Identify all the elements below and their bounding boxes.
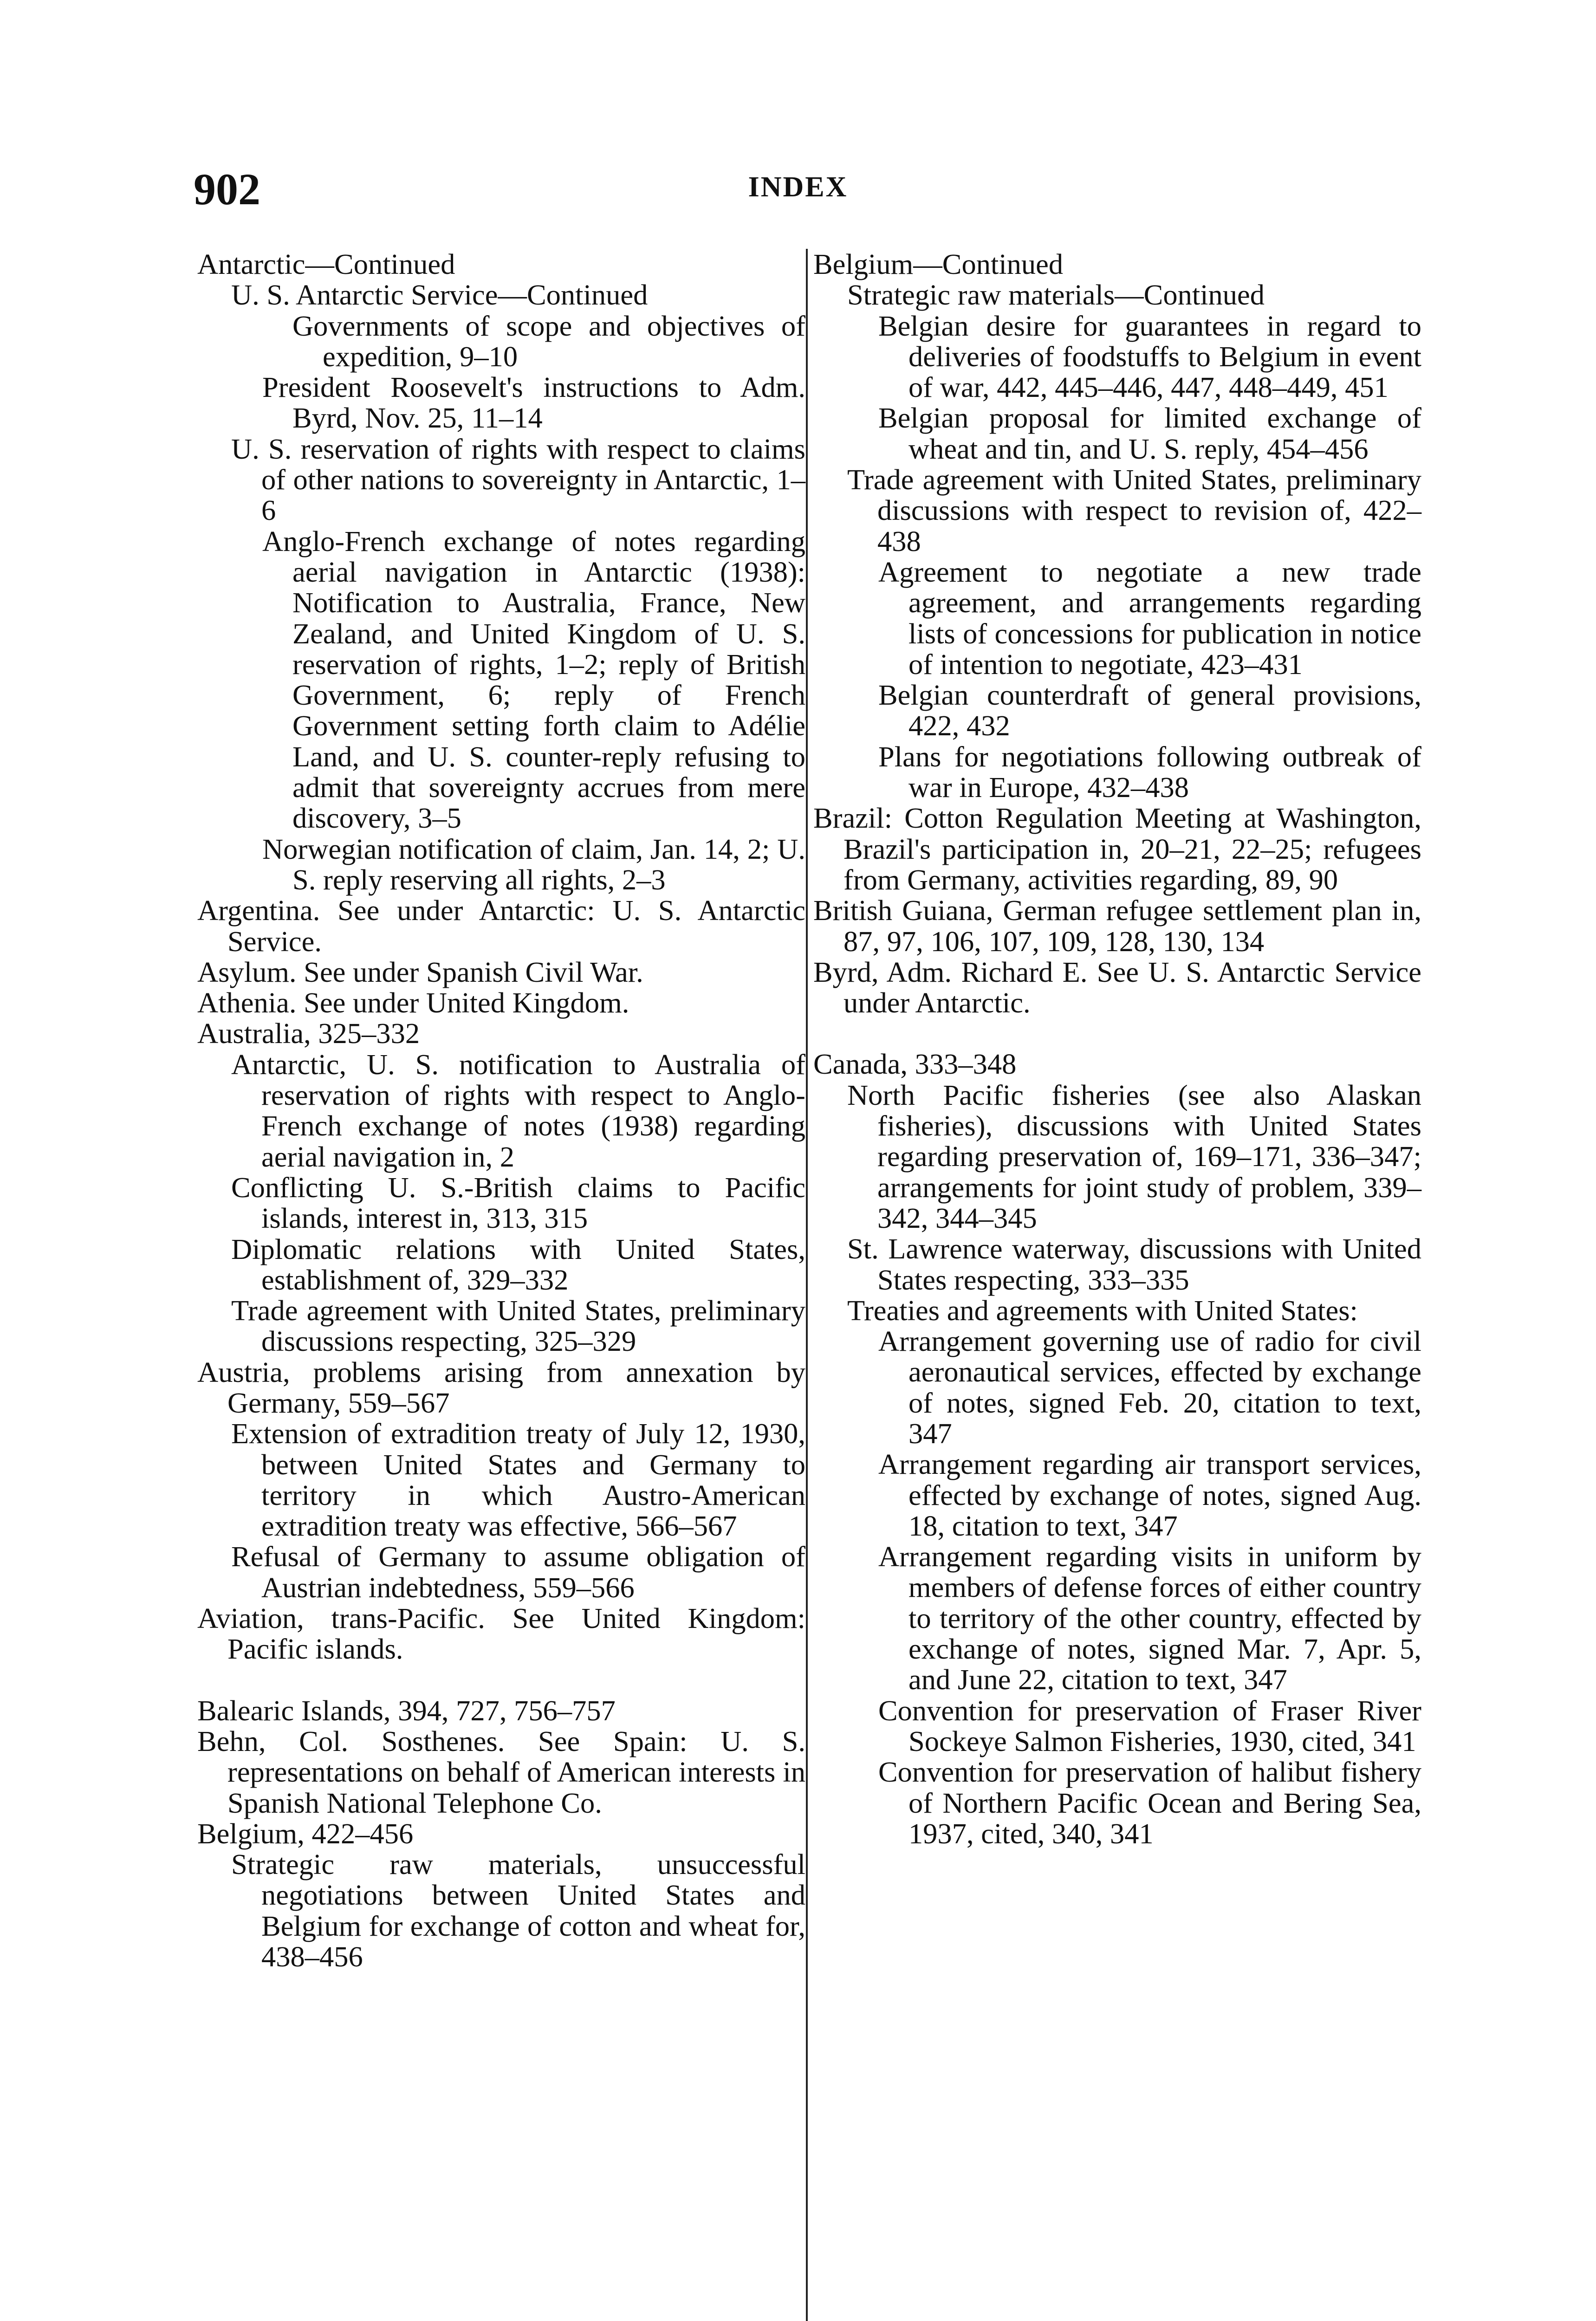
- index-entry: Governments of scope and objectives of expedition, 9–10: [292, 309, 805, 373]
- index-entry: Strategic raw materials, unsuccessful negotiations between United States and Belgium for exchange of cotton and wheat for, 438–456: [231, 1848, 805, 1973]
- index-entry: Athenia. See under United Kingdom.: [197, 986, 629, 1019]
- index-entry: Agreement to negotiate a new trade agreement, and arrangements regarding lists of concessions for publication in notice of intention to negotiate, 423–431: [878, 555, 1421, 681]
- index-entry: Treaties and agreements with United States:: [847, 1294, 1358, 1327]
- index-entry: North Pacific fisheries (see also Alaskan fisheries), discussions with United States regarding preservation of, 169–171, 336–347; arrangements for joint study of problem, 339–342, 344–345: [847, 1078, 1421, 1234]
- index-entry: Belgian proposal for limited exchange of wheat and tin, and U. S. reply, 454–456: [878, 402, 1421, 465]
- index-entry: Argentina. See under Antarctic: U. S. Antarctic Service.: [197, 894, 805, 958]
- index-entry: Austria, problems arising from annexation by Germany, 559–567: [197, 1355, 805, 1419]
- running-title: INDEX: [748, 171, 848, 203]
- index-entry: Antarctic—Continued: [197, 248, 455, 280]
- index-entry: Plans for negotiations following outbreak of war in Europe, 432–438: [878, 740, 1421, 804]
- index-entry: Behn, Col. Sosthenes. See Spain: U. S. representations on behalf of American interests in Spanish National Telephone Co.: [197, 1725, 805, 1819]
- index-entry: Norwegian notification of claim, Jan. 14, 2; U. S. reply reserving all rights, 2–3: [262, 832, 805, 896]
- index-entry: Belgium, 422–456: [197, 1817, 414, 1850]
- index-entry: Conflicting U. S.-British claims to Pacific islands, interest in, 313, 315: [231, 1171, 805, 1235]
- index-entry: Balearic Islands, 394, 727, 756–757: [197, 1694, 616, 1727]
- index-entry: Convention for preservation of halibut fishery of Northern Pacific Ocean and Bering Sea, 1937, cited, 340, 341: [878, 1756, 1421, 1850]
- index-column-right: [813, 249, 1421, 1849]
- index-entry: Anglo-French exchange of notes regarding aerial navigation in Antarctic (1938): Notification to Australia, France, New Zealand, and United Kingdom of U. S. reservation of rights, 1–2; reply of British Government, 6; reply of French Government setting forth claim to Adélie Land, and U. S. counter-reply refusing to admit that sovereignty accrues from mere discovery, 3–5: [262, 525, 805, 835]
- index-entry: President Roosevelt's instructions to Adm. Byrd, Nov. 25, 11–14: [262, 371, 805, 434]
- index-entry: U. S. reservation of rights with respect to claims of other nations to sovereignty in Antarctic, 1–6: [231, 432, 805, 527]
- column-divider: [806, 249, 808, 2321]
- index-entry: Aviation, trans-Pacific. See United Kingdom: Pacific islands.: [197, 1602, 805, 1666]
- index-entry: Belgian counterdraft of general provisions, 422, 432: [878, 679, 1421, 742]
- index-entry: British Guiana, German refugee settlement plan in, 87, 97, 106, 107, 109, 128, 130, 134: [813, 894, 1421, 958]
- index-entry: Asylum. See under Spanish Civil War.: [197, 955, 643, 988]
- index-entry: Strategic raw materials—Continued: [847, 279, 1265, 311]
- index-entry: St. Lawrence waterway, discussions with United States respecting, 333–335: [847, 1232, 1421, 1296]
- index-entry: U. S. Antarctic Service—Continued: [231, 279, 648, 311]
- index-entry: Extension of extradition treaty of July 12, 1930, between United States and Germany to territory in which Austro-American extradition treaty was effective, 566–567: [231, 1417, 805, 1543]
- index-entry: Arrangement regarding visits in uniform by members of defense forces of either country to territory of the other country, effected by exchange of notes, signed Mar. 7, Apr. 5, and June 22, citation to text, 347: [878, 1540, 1421, 1696]
- index-entry: Trade agreement with United States, preliminary discussions respecting, 325–329: [231, 1294, 805, 1358]
- index-entry: Diplomatic relations with United States, establishment of, 329–332: [231, 1232, 805, 1296]
- index-entry: Convention for preservation of Fraser River Sockeye Salmon Fisheries, 1930, cited, 341: [878, 1694, 1421, 1757]
- index-entry: Refusal of Germany to assume obligation of Austrian indebtedness, 559–566: [231, 1540, 805, 1604]
- index-entry: Belgium—Continued: [813, 248, 1064, 280]
- index-entry: Brazil: Cotton Regulation Meeting at Washington, Brazil's participation in, 20–21, 22–25; refugees from Germany, activities regarding, 89, 90: [813, 802, 1421, 896]
- index-entry: Arrangement regarding air transport services, effected by exchange of notes, signed Aug. 18, citation to text, 347: [878, 1448, 1421, 1542]
- index-entry: Arrangement governing use of radio for civil aeronautical services, effected by exchange of notes, signed Feb. 20, citation to text, 347: [878, 1325, 1421, 1450]
- index-entry: Belgian desire for guarantees in regard to deliveries of foodstuffs to Belgium in event of war, 442, 445–446, 447, 448–449, 451: [878, 309, 1421, 404]
- index-entry: Australia, 325–332: [197, 1017, 420, 1050]
- index-entry: Byrd, Adm. Richard E. See U. S. Antarctic Service under Antarctic.: [813, 955, 1421, 1019]
- index-entry: Trade agreement with United States, preliminary discussions with respect to revision of, 422–438: [847, 463, 1421, 558]
- index-entry: Antarctic, U. S. notification to Australia of reservation of rights with respect to Anglo-French exchange of notes (1938) regarding aerial navigation in, 2: [231, 1048, 805, 1173]
- index-entry: Canada, 333–348: [813, 1048, 1017, 1081]
- page-number: 902: [194, 164, 260, 214]
- index-column-left: [197, 249, 805, 1972]
